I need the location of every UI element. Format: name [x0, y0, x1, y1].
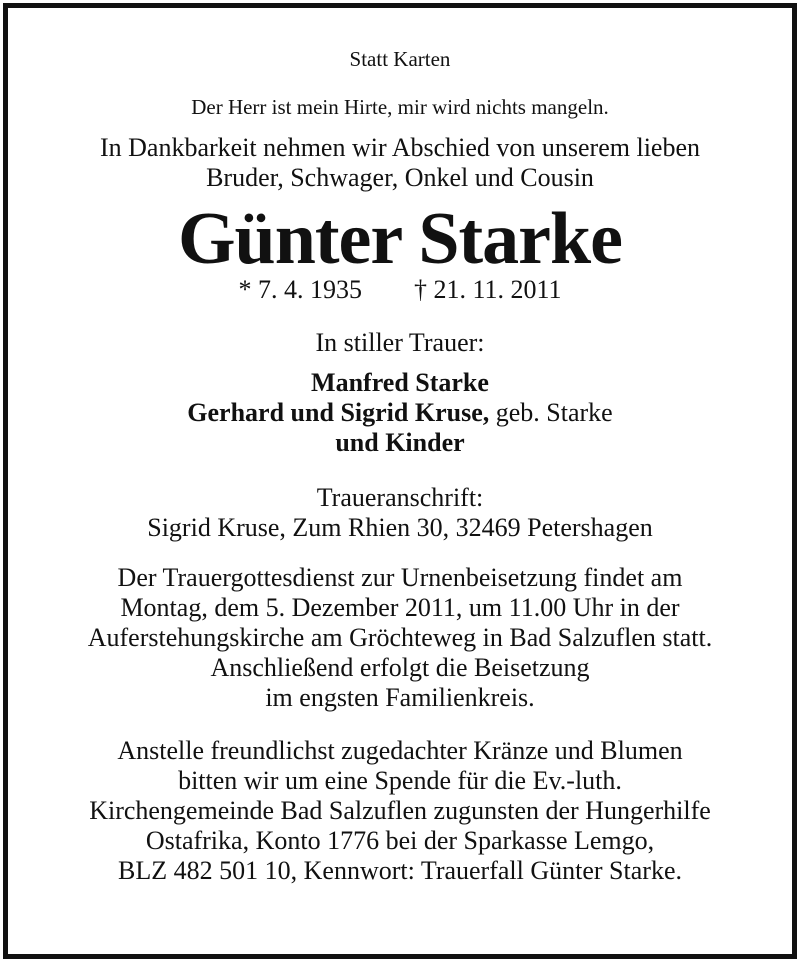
donation-info-line: Anstelle freundlichst zugedachter Kränze und Blumen: [117, 736, 683, 765]
mourner-line: [8, 398, 792, 428]
service-info-line: Anschließend erfolgt die Beisetzung: [210, 653, 590, 682]
service-info-line: im engsten Familienkreis.: [265, 683, 535, 712]
service-info-line: Auferstehungskirche am Gröchteweg in Bad Salzuflen statt.: [87, 623, 713, 652]
deceased-name: Günter Starke: [177, 198, 622, 280]
service-info-line: Montag, dem 5. Dezember 2011, um 11.00 Uhr in der: [120, 593, 680, 622]
mourner-note: geb. Starke: [489, 398, 613, 427]
donation-info-line: Kirchengemeinde Bad Salzuflen zugunsten der Hungerhilfe: [89, 796, 711, 825]
death-date: † 21. 11. 2011: [413, 275, 562, 304]
donation-info-line: Ostafrika, Konto 1776 bei der Sparkasse Lemgo,: [145, 826, 655, 855]
mourning-address: Sigrid Kruse, Zum Rhien 30, 32469 Petershagen: [147, 513, 653, 542]
intro-line: Bruder, Schwager, Onkel und Cousin: [206, 163, 594, 192]
service-info-line: Der Trauergottesdienst zur Urnenbeisetzung findet am: [117, 563, 683, 592]
obituary-notice: [8, 8, 792, 886]
intro-line: In Dankbarkeit nehmen wir Abschied von unserem lieben: [100, 133, 700, 162]
mourning-label: In stiller Trauer:: [315, 328, 485, 357]
notice-frame: [3, 3, 797, 959]
life-dates: [8, 275, 792, 305]
donation-info-line: BLZ 482 501 10, Kennwort: Trauerfall Günter Starke.: [118, 856, 682, 885]
mourner-name: Gerhard und Sigrid Kruse,: [187, 398, 490, 427]
donation-info-line: bitten wir um eine Spende für die Ev.-luth.: [178, 766, 622, 795]
birth-date: * 7. 4. 1935: [238, 275, 362, 304]
header-statt-karten: Statt Karten: [349, 47, 451, 71]
mourner-name: und Kinder: [335, 428, 465, 457]
address-label: Traueranschrift:: [316, 483, 484, 512]
mourner-name: Manfred Starke: [311, 368, 489, 397]
bible-verse: Der Herr ist mein Hirte, mir wird nichts mangeln.: [191, 95, 609, 119]
